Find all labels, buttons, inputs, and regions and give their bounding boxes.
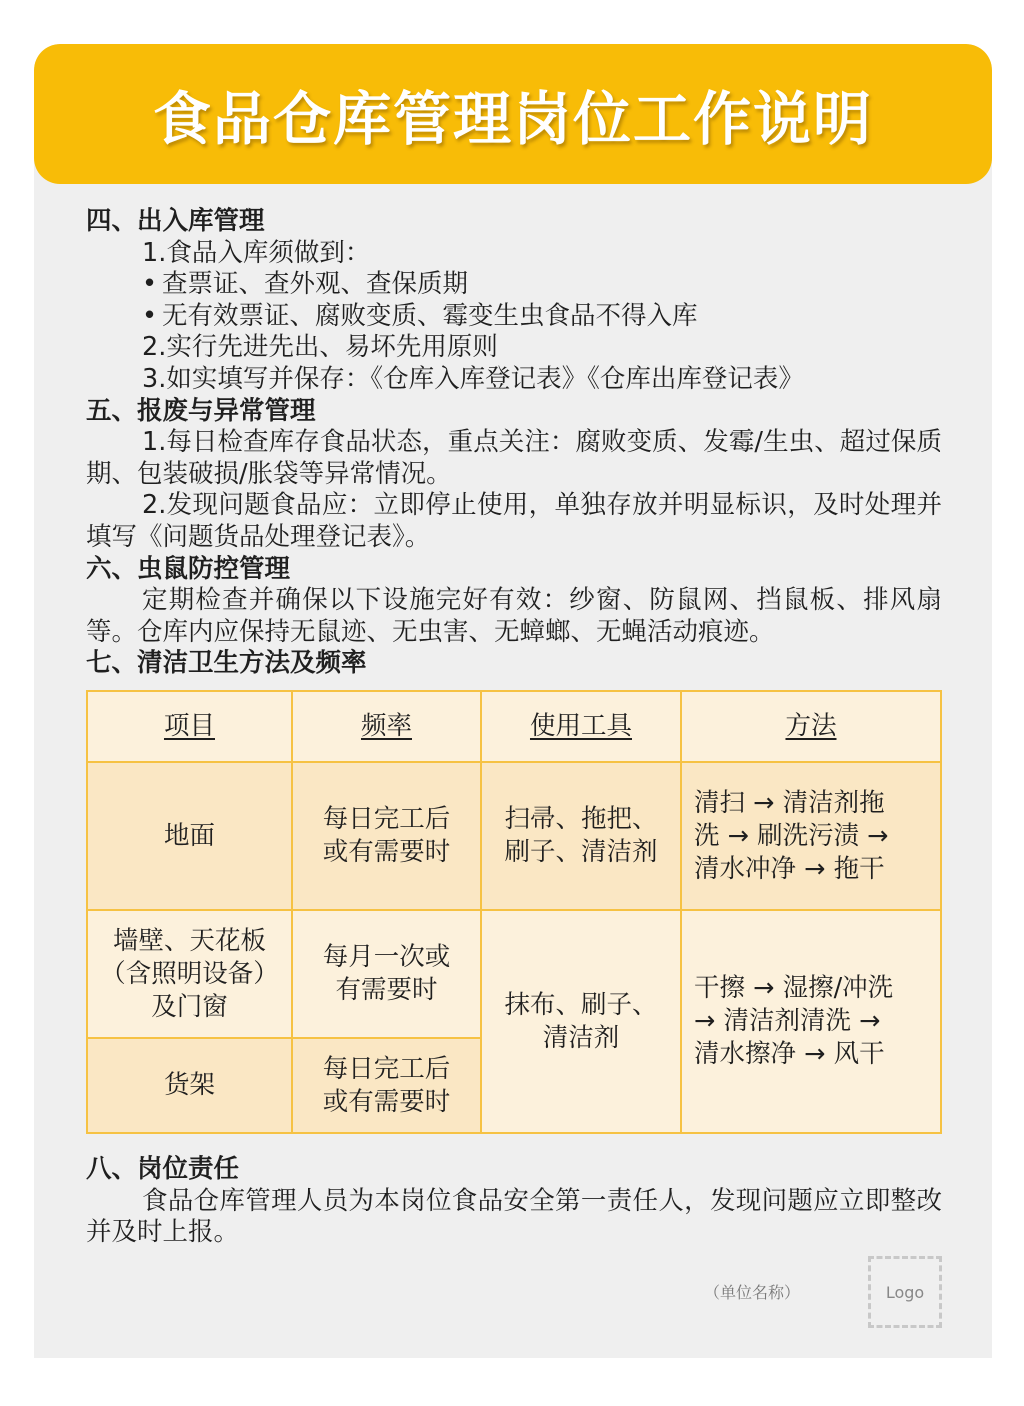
table-cell-frequency: 每日完工后 或有需要时 (293, 1039, 482, 1132)
logo-placeholder (868, 1256, 942, 1328)
section-5-para-2: 2.发现问题食品应：立即停止使用，单独存放并明显标识，及时处理并填写《问题货品处理登记表》。 (86, 490, 942, 552)
document-card (34, 44, 992, 1358)
section-5-heading: 五、报废与异常管理 (86, 395, 316, 426)
table-cell-method: 清扫 → 清洁剂拖 洗 → 刷洗污渍 → 清水冲净 → 拖干 (682, 763, 940, 911)
page-title: 食品仓库管理岗位工作说明 (152, 85, 873, 153)
bullet-dot-icon: • (142, 300, 158, 331)
section-4-bullet-1 (86, 269, 942, 301)
table-cell-item: 墙壁、天花板 （含照明设备） 及门窗 (88, 911, 293, 1039)
cleaning-table (86, 690, 942, 1134)
title-banner (34, 44, 992, 184)
table-cell-frequency: 每日完工后 或有需要时 (293, 763, 482, 911)
table-cell-frequency: 每月一次或 有需要时 (293, 911, 482, 1039)
table-cell-tools-merged: 抹布、刷子、 清洁剂 (482, 911, 682, 1132)
table-header-frequency: 频率 (293, 692, 482, 763)
logo-label: Logo (885, 1282, 925, 1302)
section-8 (86, 1154, 942, 1249)
table-cell-item: 地面 (88, 763, 293, 911)
table-cell-method-merged: 干擦 → 湿擦/冲洗 → 清洁剂清洗 → 清水擦净 → 风干 (682, 911, 940, 1132)
table-header-method: 方法 (682, 692, 940, 763)
section-8-para-1: 食品仓库管理人员为本岗位食品安全第一责任人，发现问题应立即整改并及时上报。 (86, 1185, 942, 1248)
section-6-para-1: 定期检查并确保以下设施完好有效：纱窗、防鼠网、挡鼠板、排风扇等。仓库内应保持无鼠迹、无虫害、无蟑螂、无蝇活动痕迹。 (86, 585, 942, 647)
table-cell-tools: 扫帚、拖把、 刷子、清洁剂 (482, 763, 682, 911)
bullet-text: 无有效票证、腐败变质、霉变生虫食品不得入库 (162, 300, 698, 331)
section-4-heading: 四、出入库管理 (86, 206, 265, 236)
table-header-item: 项目 (88, 692, 293, 763)
section-5-para-1: 1.每日检查库存食品状态，重点关注：腐败变质、发霉/生虫、超过保质期、包装破损/胀袋等异常情况。 (86, 427, 942, 489)
section-4-item-2: 2.实行先进先出、易坏先用原则 (142, 332, 498, 363)
section-4-item-1: 1.食品入库须做到： (142, 237, 371, 268)
document-body (86, 206, 942, 680)
table-cell-item: 货架 (88, 1039, 293, 1132)
bullet-text: 查票证、查外观、查保质期 (162, 269, 469, 300)
section-4-bullet-2 (86, 301, 942, 333)
section-6-heading: 六、虫鼠防控管理 (86, 553, 291, 584)
section-4-item-3: 3.如实填写并保存：《仓库入库登记表》《仓库出库登记表》 (142, 363, 804, 394)
unit-name-placeholder: （单位名称） (704, 1283, 801, 1302)
bullet-dot-icon: • (142, 269, 158, 300)
section-7-heading: 七、清洁卫生方法及频率 (86, 648, 367, 679)
table-header-tools: 使用工具 (482, 692, 682, 763)
section-8-heading: 八、岗位责任 (86, 1154, 240, 1184)
